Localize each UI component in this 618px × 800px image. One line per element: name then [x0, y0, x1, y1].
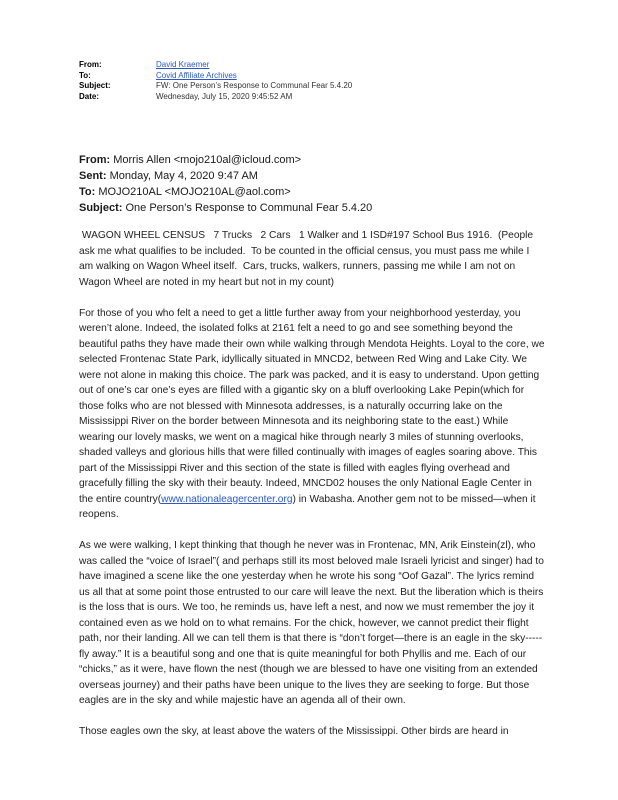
- header-from-label: From:: [79, 60, 102, 69]
- header-subject-value: FW: One Person’s Response to Communal Fear 5.4.20: [156, 81, 353, 90]
- header-date-row: [79, 92, 579, 103]
- body-paragraph-frontenac: [79, 306, 545, 523]
- forwarded-from-line: [79, 152, 559, 168]
- email-body: [79, 228, 545, 755]
- header-to-row: [79, 71, 579, 82]
- body-paragraph-frontenac-tail: ) in Wabasha. Another gem not to be missed—when it reopens.: [79, 493, 536, 520]
- body-paragraph-frontenac-text: For those of you who felt a need to get a little further away from your neighborhood yesterday, you weren’t alone. Indeed, the isolated folks at 2161 felt a need to go and see something beyond the beautiful paths they have made their own while walking through Mendota Heights. Loyal to the core, we selected Frontenac State Park, idyllically situated in MNCD2, between Red Wing and Lake City. We were not alone in making this choice. The park was packed, and it is easy to understand. Upon getting out of one’s car one’s eyes are filled with a gigantic sky on a bluff overlooking Lake Pepin(which for those folks who are not blessed with Minnesota addresses, is a naturally occurring lake on the Mississippi River on the border between Minnesota and its neighboring state to the east.) While wearing our lovely masks, we went on a magical hike through nearly 3 miles of stunning overlooks, shaded valleys and glorious hills that were filled continually with images of eagles soaring above. This part of the Mississippi River and this section of the state is filled with eagles flying overhead and gracefully filling the sky with their beauty. Indeed, MNCD02 houses the only National Eagle Center in the entire country(: [79, 307, 545, 505]
- body-paragraph-eagles-sky: Those eagles own the sky, at least above the waters of the Mississippi. Other birds are heard in: [79, 726, 509, 737]
- header-subject-label: Subject:: [79, 81, 111, 90]
- header-to-label: To:: [79, 70, 91, 80]
- forwarded-to-line: [79, 184, 559, 200]
- header-date-label: Date:: [79, 91, 100, 101]
- forwarded-sent-line: [79, 168, 559, 184]
- body-paragraph-census: WAGON WHEEL CENSUS 7 Trucks 2 Cars 1 Walker and 1 ISD#197 School Bus 1916. (People ask me what qualifies to be included. To be counted in the official census, you must pass me while I am walking on Wagon Wheel itself. Cars, trucks, walkers, runners, passing me while I am not on Wagon Wheel are noted in my heart but not in my count): [79, 230, 536, 288]
- header-subject-row: [79, 81, 579, 92]
- header-from-row: [79, 60, 579, 71]
- forwarded-subject-line: [79, 200, 559, 216]
- forwarded-subject-value: One Person’s Response to Communal Fear 5.4.20: [125, 202, 373, 214]
- forwarded-from-value: Morris Allen <mojo210al@icloud.com>: [113, 154, 302, 166]
- body-paragraph-arik-einstein: As we were walking, I kept thinking that though he never was in Frontenac, MN, Arik Einstein(zl), who was called the “voice of Israel”( and perhaps still its most beloved male Israeli lyricist and singer) had to have imagined a scene like the one yesterday when he wrote his song “Oof Gazal”. The lyrics remind us all that at some point those entrusted to our care will leave the next. But the liberation which is theirs is the loss that is ours. We too, he reminds us, have left a nest, and now we must remember the joy it contained even as we hold on to what remains. For the chick, however, we cannot predict their flight path, nor their landing. All we can tell them is that there is “don’t forget—there is an eagle in the sky-----fly away.” It is a beautiful song and one that is quite meaningful for both Phyllis and me. Each of our “chicks,” as it were, have flown the nest (though we are blessed to have one visiting from an extended overseas journey) and their paths have been unique to the lives they are seeking to forge. But those eagles are in the sky and while majestic have an agenda all of their own.: [79, 540, 544, 706]
- forwarded-to-label: To:: [79, 186, 96, 198]
- forwarded-header: [79, 152, 559, 216]
- header-date-value: Wednesday, July 15, 2020 9:45:52 AM: [156, 91, 293, 101]
- forwarded-sent-value: Monday, May 4, 2020 9:47 AM: [109, 170, 258, 182]
- forwarded-sent-label: Sent:: [79, 170, 107, 182]
- header-to-link[interactable]: Covid Affiliate Archives: [156, 70, 237, 80]
- forwarded-subject-label: Subject:: [79, 202, 123, 214]
- forwarded-from-label: From:: [79, 154, 111, 166]
- forwarded-to-value: MOJO210AL <MOJO210AL@aol.com>: [98, 186, 291, 198]
- email-header: [79, 60, 579, 102]
- eagle-center-link[interactable]: www.nationaleagercenter.org: [161, 493, 293, 505]
- header-from-link[interactable]: David Kraemer: [156, 60, 210, 69]
